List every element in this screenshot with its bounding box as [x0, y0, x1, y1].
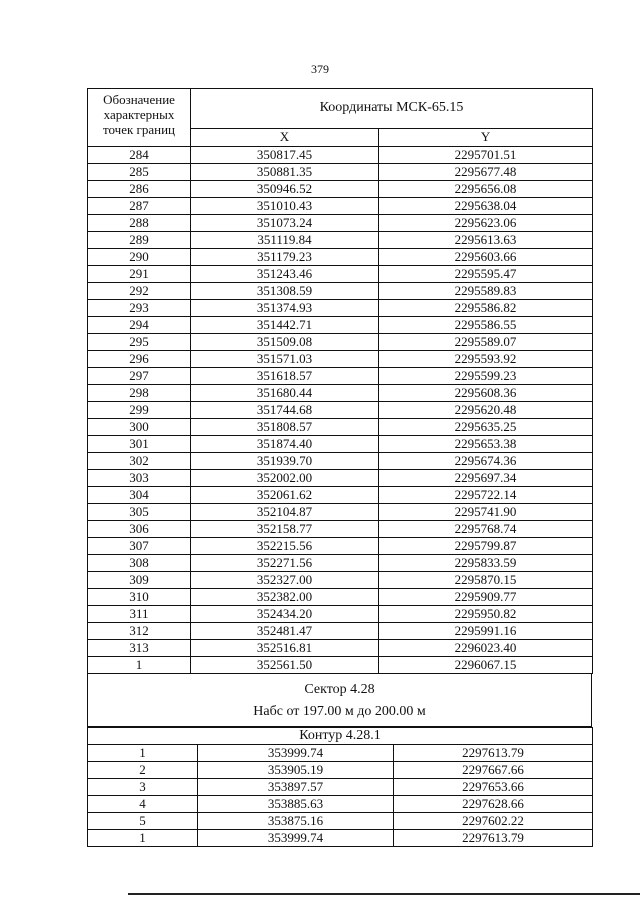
table-row	[88, 538, 593, 555]
x-coordinate-cell: 351744.68	[191, 402, 379, 419]
y-coordinate-cell: 2295697.34	[379, 470, 593, 487]
x-coordinate-cell: 353999.74	[198, 745, 394, 762]
table-row	[88, 657, 593, 674]
table-row	[88, 147, 593, 164]
table-row	[88, 762, 593, 779]
y-coordinate-cell: 2295656.08	[379, 181, 593, 198]
x-coordinate-cell: 351939.70	[191, 453, 379, 470]
point-number-cell: 290	[88, 249, 191, 266]
table-row	[88, 745, 593, 762]
x-coordinate-cell: 351308.59	[191, 283, 379, 300]
y-coordinate-cell: 2295768.74	[379, 521, 593, 538]
point-number-cell: 311	[88, 606, 191, 623]
point-number-cell: 300	[88, 419, 191, 436]
x-coordinate-cell: 353875.16	[198, 813, 394, 830]
point-label-header: Обозначение характерных точек границ	[88, 89, 191, 147]
x-coordinate-cell: 351010.43	[191, 198, 379, 215]
point-number-cell: 293	[88, 300, 191, 317]
y-coordinate-cell: 2295833.59	[379, 555, 593, 572]
x-coordinate-cell: 352382.00	[191, 589, 379, 606]
y-coordinate-cell: 2295620.48	[379, 402, 593, 419]
y-coordinate-cell: 2295603.66	[379, 249, 593, 266]
contour-table	[87, 727, 593, 847]
y-coordinate-cell: 2295677.48	[379, 164, 593, 181]
document-sheet	[87, 88, 592, 847]
y-coordinate-cell: 2295589.83	[379, 283, 593, 300]
point-number-cell: 289	[88, 232, 191, 249]
point-number-cell: 297	[88, 368, 191, 385]
y-coordinate-cell: 2295722.14	[379, 487, 593, 504]
x-coordinate-cell: 352516.81	[191, 640, 379, 657]
point-number-cell: 284	[88, 147, 191, 164]
y-coordinate-cell: 2295586.82	[379, 300, 593, 317]
sector-height-range: Набс от 197.00 м до 200.00 м	[253, 704, 426, 719]
table-row	[88, 572, 593, 589]
point-number-cell: 1	[88, 657, 191, 674]
table-row	[88, 555, 593, 572]
point-number-cell: 301	[88, 436, 191, 453]
x-coordinate-cell: 351243.46	[191, 266, 379, 283]
x-coordinate-cell: 353897.57	[198, 779, 394, 796]
y-coordinate-cell: 2296067.15	[379, 657, 593, 674]
y-coordinate-cell: 2295623.06	[379, 215, 593, 232]
x-coordinate-cell: 351680.44	[191, 385, 379, 402]
point-number-cell: 296	[88, 351, 191, 368]
x-coordinate-cell: 351571.03	[191, 351, 379, 368]
table-row	[88, 521, 593, 538]
x-column-header: X	[191, 128, 379, 146]
page-number: 379	[311, 62, 329, 76]
x-coordinate-cell: 352271.56	[191, 555, 379, 572]
table-row	[88, 606, 593, 623]
sector-block	[87, 674, 592, 727]
y-coordinate-cell: 2295909.77	[379, 589, 593, 606]
point-number-cell: 287	[88, 198, 191, 215]
point-number-cell: 298	[88, 385, 191, 402]
x-coordinate-cell: 352481.47	[191, 623, 379, 640]
table-row	[88, 317, 593, 334]
point-number-cell: 299	[88, 402, 191, 419]
table-row	[88, 813, 593, 830]
coordinates-table	[87, 88, 593, 674]
x-coordinate-cell: 352061.62	[191, 487, 379, 504]
table-row	[88, 779, 593, 796]
x-coordinate-cell: 351442.71	[191, 317, 379, 334]
table-row	[88, 300, 593, 317]
y-coordinate-cell: 2295741.90	[379, 504, 593, 521]
x-coordinate-cell: 350946.52	[191, 181, 379, 198]
table-row	[88, 504, 593, 521]
x-coordinate-cell: 352002.00	[191, 470, 379, 487]
table-row	[88, 830, 593, 847]
y-coordinate-cell: 2297653.66	[394, 779, 593, 796]
table-row	[88, 487, 593, 504]
table-row	[88, 249, 593, 266]
y-coordinate-cell: 2295638.04	[379, 198, 593, 215]
table-row	[88, 232, 593, 249]
y-coordinate-cell: 2295870.15	[379, 572, 593, 589]
table-row	[88, 215, 593, 232]
contour-table-body	[88, 745, 593, 847]
point-number-cell: 307	[88, 538, 191, 555]
point-number-cell: 310	[88, 589, 191, 606]
point-number-cell: 304	[88, 487, 191, 504]
x-coordinate-cell: 351374.93	[191, 300, 379, 317]
x-coordinate-cell: 352158.77	[191, 521, 379, 538]
y-coordinate-cell: 2297613.79	[394, 830, 593, 847]
table-row	[88, 453, 593, 470]
table-row	[88, 796, 593, 813]
point-number-cell: 1	[88, 830, 198, 847]
table-row	[88, 181, 593, 198]
y-coordinate-cell: 2295653.38	[379, 436, 593, 453]
x-coordinate-cell: 352215.56	[191, 538, 379, 555]
table-row	[88, 436, 593, 453]
point-number-cell: 286	[88, 181, 191, 198]
y-coordinate-cell: 2295674.36	[379, 453, 593, 470]
x-coordinate-cell: 351179.23	[191, 249, 379, 266]
point-number-cell: 292	[88, 283, 191, 300]
x-coordinate-cell: 351073.24	[191, 215, 379, 232]
y-coordinate-cell: 2295635.25	[379, 419, 593, 436]
x-coordinate-cell: 352104.87	[191, 504, 379, 521]
coordinates-table-body	[88, 147, 593, 674]
x-coordinate-cell: 351618.57	[191, 368, 379, 385]
x-coordinate-cell: 351808.57	[191, 419, 379, 436]
point-number-cell: 303	[88, 470, 191, 487]
table-row	[88, 623, 593, 640]
x-coordinate-cell: 352434.20	[191, 606, 379, 623]
y-coordinate-cell: 2295613.63	[379, 232, 593, 249]
point-number-cell: 308	[88, 555, 191, 572]
point-number-cell: 291	[88, 266, 191, 283]
y-coordinate-cell: 2296023.40	[379, 640, 593, 657]
table-row	[88, 640, 593, 657]
x-coordinate-cell: 350881.35	[191, 164, 379, 181]
y-coordinate-cell: 2295599.23	[379, 368, 593, 385]
point-number-cell: 309	[88, 572, 191, 589]
point-number-cell: 1	[88, 745, 198, 762]
table-row	[88, 283, 593, 300]
y-coordinate-cell: 2295586.55	[379, 317, 593, 334]
point-number-cell: 305	[88, 504, 191, 521]
point-number-cell: 4	[88, 796, 198, 813]
table-row	[88, 198, 593, 215]
x-coordinate-cell: 353999.74	[198, 830, 394, 847]
point-number-cell: 312	[88, 623, 191, 640]
table-row	[88, 334, 593, 351]
table-row	[88, 419, 593, 436]
point-number-cell: 2	[88, 762, 198, 779]
y-coordinate-cell: 2295991.16	[379, 623, 593, 640]
point-number-cell: 288	[88, 215, 191, 232]
contour-label: Контур 4.28.1	[88, 728, 593, 745]
table-row	[88, 402, 593, 419]
table-row	[88, 266, 593, 283]
point-number-cell: 306	[88, 521, 191, 538]
x-coordinate-cell: 353885.63	[198, 796, 394, 813]
y-coordinate-cell: 2295701.51	[379, 147, 593, 164]
x-coordinate-cell: 350817.45	[191, 147, 379, 164]
coordinates-group-header: Координаты МСК-65.15	[191, 89, 593, 129]
x-coordinate-cell: 351874.40	[191, 436, 379, 453]
x-coordinate-cell: 353905.19	[198, 762, 394, 779]
table-row	[88, 589, 593, 606]
table-row	[88, 351, 593, 368]
point-number-cell: 302	[88, 453, 191, 470]
y-coordinate-cell: 2297613.79	[394, 745, 593, 762]
point-number-cell: 285	[88, 164, 191, 181]
y-column-header: Y	[379, 128, 593, 146]
y-coordinate-cell: 2295799.87	[379, 538, 593, 555]
y-coordinate-cell: 2295950.82	[379, 606, 593, 623]
y-coordinate-cell: 2297667.66	[394, 762, 593, 779]
point-number-cell: 295	[88, 334, 191, 351]
point-number-cell: 3	[88, 779, 198, 796]
y-coordinate-cell: 2297602.22	[394, 813, 593, 830]
page-bottom-rule	[128, 893, 640, 895]
table-row	[88, 368, 593, 385]
x-coordinate-cell: 351509.08	[191, 334, 379, 351]
point-number-cell: 5	[88, 813, 198, 830]
x-coordinate-cell: 351119.84	[191, 232, 379, 249]
table-row	[88, 470, 593, 487]
sector-title: Сектор 4.28	[304, 682, 375, 697]
y-coordinate-cell: 2297628.66	[394, 796, 593, 813]
y-coordinate-cell: 2295608.36	[379, 385, 593, 402]
table-row	[88, 385, 593, 402]
table-row	[88, 164, 593, 181]
y-coordinate-cell: 2295593.92	[379, 351, 593, 368]
x-coordinate-cell: 352561.50	[191, 657, 379, 674]
x-coordinate-cell: 352327.00	[191, 572, 379, 589]
point-number-cell: 294	[88, 317, 191, 334]
y-coordinate-cell: 2295589.07	[379, 334, 593, 351]
point-number-cell: 313	[88, 640, 191, 657]
y-coordinate-cell: 2295595.47	[379, 266, 593, 283]
